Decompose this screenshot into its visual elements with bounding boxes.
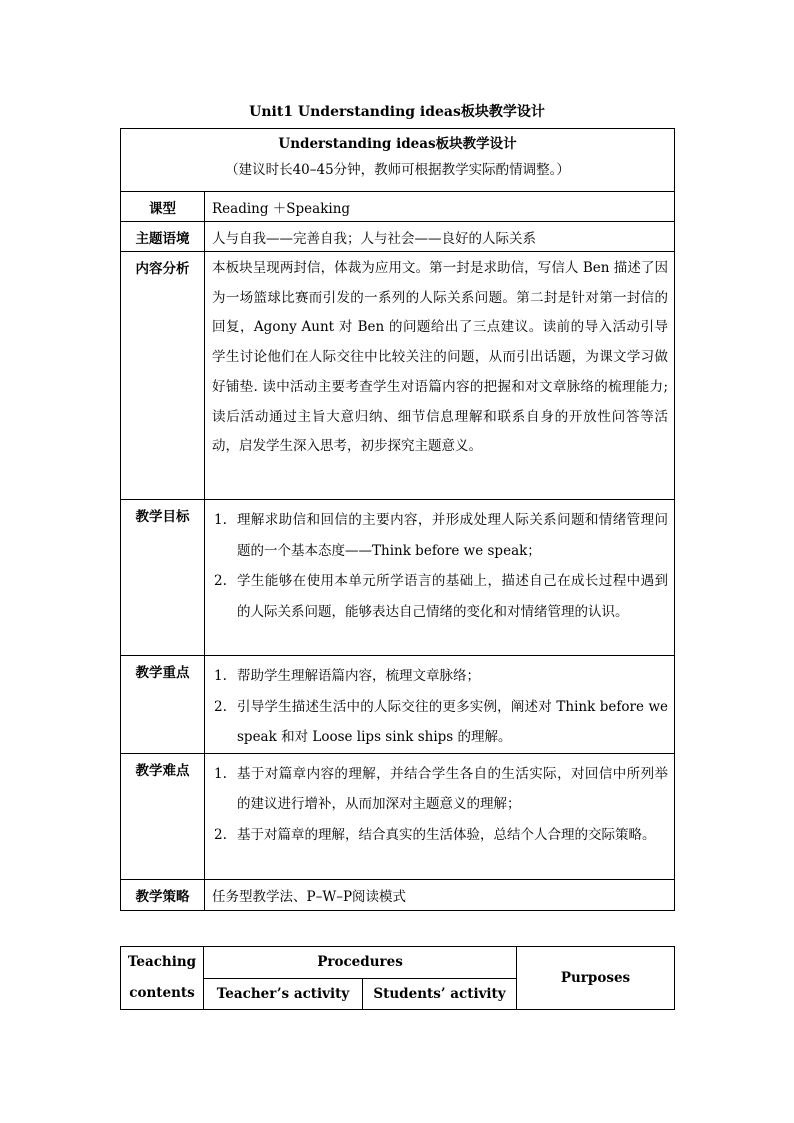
- students-activity-header: Students’ activity: [363, 978, 517, 1010]
- goal-item: [212, 505, 668, 566]
- header-row: [121, 129, 675, 192]
- procedure-header-row: [121, 947, 675, 979]
- type-value: Reading ＋Speaking: [205, 192, 675, 222]
- difficulty-text: 基于对篇章的理解，结合真实的生活体验，总结个人合理的交际策略。: [237, 826, 656, 843]
- goals-value: [205, 500, 675, 656]
- goal-number: 1.: [214, 512, 227, 528]
- row-type: [121, 192, 675, 222]
- analysis-label: 内容分析: [121, 252, 205, 500]
- difficulty-item: [212, 820, 668, 851]
- theme-value: 人与自我——完善自我；人与社会——良好的人际关系: [205, 222, 675, 252]
- key-point-text: 引导学生描述生活中的人际交往的更多实例，阐述对 Think before we speak 和对 Loose lips sink ships 的理解。: [237, 698, 669, 745]
- difficulties-value: [205, 753, 675, 879]
- teaching-header-line1: Teaching: [127, 954, 197, 970]
- procedure-table: [120, 946, 675, 1010]
- document-title: Unit1 Understanding ideas板块教学设计: [249, 104, 545, 120]
- header-cell: [121, 129, 675, 192]
- type-label: 课型: [121, 192, 205, 222]
- key-points-label: 教学重点: [121, 656, 205, 754]
- key-point-number: 2.: [214, 698, 227, 715]
- row-theme: [121, 222, 675, 252]
- teaching-contents-header: [121, 947, 204, 1010]
- row-analysis: [121, 252, 675, 500]
- teacher-activity-header: Teacher’s activity: [204, 978, 363, 1010]
- table-title: Understanding ideas板块教学设计: [278, 136, 517, 152]
- theme-label: 主题语境: [121, 222, 205, 252]
- goals-label: 教学目标: [121, 500, 205, 656]
- row-goals: [121, 500, 675, 656]
- difficulty-number: 1.: [214, 765, 227, 782]
- strategy-value: 任务型教学法、P–W–P阅读模式: [205, 879, 675, 910]
- analysis-value: 本板块呈现两封信，体裁为应用文。第一封是求助信，写信人 Ben 描述了因为一场篮球比赛而引发的一系列的人际关系问题。第二封是针对第一封信的回复，Agony Aunt 对 Ben 的问题给出了三点建议。读前的导入活动引导学生讨论他们在人际交往中比较关注的问题，从而引出话题，为课文学习做好铺垫. 读中活动主要考查学生对语篇内容的把握和对文章脉络的梳理能力; 读后活动通过主旨大意归纳、细节信息理解和联系自身的开放性问答等活动，启发学生深入思考，初步探究主题意义。: [205, 252, 675, 500]
- goal-text: 理解求助信和回信的主要内容，并形成处理人际关系问题和情绪管理问题的一个基本态度——Think before we speak；: [237, 512, 669, 559]
- key-point-number: 1.: [214, 668, 227, 684]
- key-point-text: 帮助学生理解语篇内容，梳理文章脉络；: [237, 668, 480, 684]
- lesson-plan-table: [120, 128, 675, 911]
- table-subtitle: （建议时长40–45分钟，教师可根据教学实际酌情调整。）: [225, 162, 570, 178]
- goal-number: 2.: [214, 573, 227, 589]
- key-points-value: [205, 656, 675, 754]
- strategy-label: 教学策略: [121, 879, 205, 910]
- key-point-item: [212, 692, 668, 753]
- procedures-header: Procedures: [204, 947, 517, 979]
- difficulties-label: 教学难点: [121, 753, 205, 879]
- row-strategy: [121, 879, 675, 910]
- key-point-item: [212, 661, 668, 692]
- row-difficulties: [121, 753, 675, 879]
- row-key-points: [121, 656, 675, 754]
- purposes-header: Purposes: [517, 947, 675, 1010]
- difficulty-text: 基于对篇章内容的理解，并结合学生各自的生活实际，对回信中所列举的建议进行增补，从而加深对主题意义的理解；: [237, 765, 669, 812]
- difficulty-number: 2.: [214, 826, 227, 843]
- difficulty-item: [212, 759, 668, 820]
- goal-text: 学生能够在使用本单元所学语言的基础上，描述自己在成长过程中遇到的人际关系问题，能够表达自己情绪的变化和对情绪管理的认识。: [237, 573, 669, 620]
- teaching-header-line2: contents: [129, 985, 195, 1001]
- goal-item: [212, 566, 668, 627]
